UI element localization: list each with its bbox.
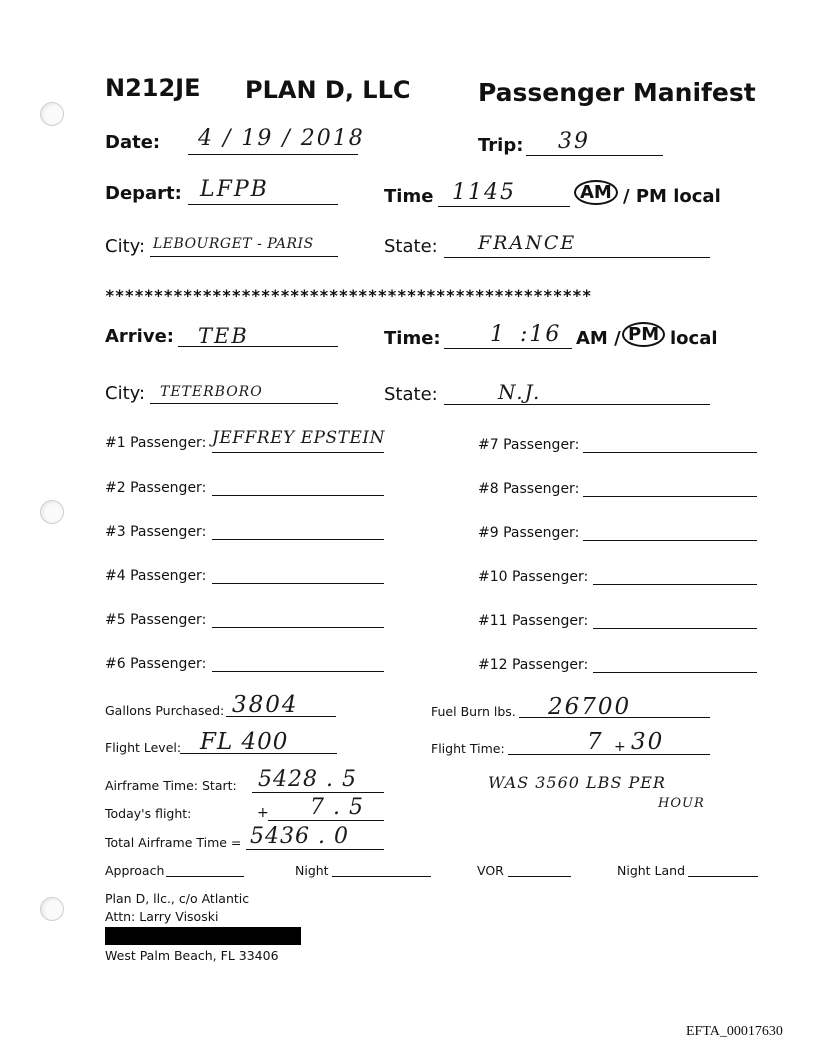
pm-selected: PM: [622, 322, 665, 347]
date-line: [188, 154, 358, 155]
fuel-note-line2: HOUR: [658, 796, 705, 811]
redaction-bar: [105, 927, 301, 945]
address-line-4: West Palm Beach, FL 33406: [105, 948, 279, 963]
passenger-12-label: #12 Passenger:: [478, 657, 589, 673]
depart-city-label: City:: [105, 236, 146, 257]
passenger-1-value: JEFFREY EPSTEIN: [212, 428, 385, 448]
arrive-pm-circled: [622, 324, 665, 345]
passenger-10-label: #10 Passenger:: [478, 569, 589, 585]
flight-time-minutes: 30: [631, 729, 665, 755]
binder-hole-bottom: [40, 897, 64, 921]
passenger-6-label: #6 Passenger:: [105, 656, 207, 672]
date-value: 4 / 19 / 2018: [198, 126, 365, 151]
airframe-start-label: Airframe Time: Start:: [105, 778, 237, 793]
address-line-1: Plan D, llc., c/o Atlantic: [105, 891, 250, 906]
todays-flight-plus: +: [257, 805, 269, 821]
page-title: Passenger Manifest: [478, 78, 756, 107]
depart-city-value: LEBOURGET - PARIS: [153, 236, 314, 252]
passenger-3-line: [212, 539, 384, 540]
flight-level-label: Flight Level:: [105, 740, 182, 755]
passenger-9-label: #9 Passenger:: [478, 525, 580, 541]
depart-state-label: State:: [384, 236, 438, 257]
arrive-line: [178, 346, 338, 347]
passenger-5-line: [212, 627, 384, 628]
depart-time-line: [438, 206, 570, 207]
approach-label: Approach: [105, 863, 165, 878]
trip-value: 39: [558, 129, 590, 154]
flight-level-value: FL 400: [200, 729, 289, 755]
airframe-start-value: 5428 . 5: [258, 767, 357, 792]
depart-city-line: [150, 256, 338, 257]
address-line-2: Attn: Larry Visoski: [105, 909, 219, 924]
arrive-time-line: [444, 348, 572, 349]
passenger-4-line: [212, 583, 384, 584]
passenger-2-label: #2 Passenger:: [105, 480, 207, 496]
depart-am-circled: [574, 182, 618, 203]
passenger-7-label: #7 Passenger:: [478, 437, 580, 453]
passenger-11-label: #11 Passenger:: [478, 613, 589, 629]
date-label: Date:: [105, 132, 161, 153]
flight-time-line: [508, 754, 710, 755]
passenger-8-label: #8 Passenger:: [478, 481, 580, 497]
passenger-3-label: #3 Passenger:: [105, 524, 207, 540]
binder-hole-top: [40, 102, 64, 126]
flight-time-label: Flight Time:: [431, 741, 505, 756]
arrive-state-value: N.J.: [498, 380, 542, 404]
arrive-city-line: [150, 403, 338, 404]
depart-pm-local: / PM local: [623, 186, 721, 207]
arrive-city-value: TETERBORO: [160, 384, 263, 400]
passenger-6-line: [212, 671, 384, 672]
todays-flight-line: [268, 820, 384, 821]
passenger-9-line: [583, 540, 757, 541]
company-name: PLAN D, LLC: [245, 76, 411, 104]
arrive-city-label: City:: [105, 383, 146, 404]
fuel-burn-line: [519, 717, 710, 718]
separator-stars: **************************************************: [105, 286, 592, 305]
todays-flight-value: 7 . 5: [310, 795, 364, 820]
depart-state-line: [444, 257, 710, 258]
vor-label: VOR: [477, 863, 504, 878]
passenger-4-label: #4 Passenger:: [105, 568, 207, 584]
night-land-label: Night Land: [617, 863, 686, 878]
flight-time-hours: 7: [587, 729, 604, 755]
todays-flight-label: Today's flight:: [105, 806, 192, 821]
passenger-10-line: [593, 584, 757, 585]
arrive-state-label: State:: [384, 384, 438, 405]
gallons-value: 3804: [232, 692, 299, 718]
depart-line: [188, 204, 338, 205]
arrive-label: Arrive:: [105, 326, 174, 347]
total-airframe-label: Total Airframe Time =: [105, 835, 242, 850]
gallons-line: [226, 716, 336, 717]
depart-time-value: 1145: [452, 180, 516, 205]
passenger-8-line: [583, 496, 757, 497]
arrive-time-hour: 1: [490, 322, 506, 347]
passenger-1-line: [212, 452, 384, 453]
tail-number: N212JE: [105, 74, 201, 102]
vor-line: [508, 876, 571, 877]
approach-line: [166, 876, 244, 877]
arrive-am-prefix: AM /: [576, 328, 621, 349]
passenger-12-line: [593, 672, 757, 673]
binder-hole-middle: [40, 500, 64, 524]
arrive-state-line: [444, 404, 710, 405]
arrive-time-label: Time:: [384, 328, 441, 349]
flight-time-plus: +: [614, 739, 626, 755]
passenger-11-line: [593, 628, 757, 629]
passenger-7-line: [583, 452, 757, 453]
fuel-burn-value: 26700: [548, 694, 632, 720]
passenger-1-label: #1 Passenger:: [105, 435, 207, 451]
arrive-local: local: [670, 328, 718, 349]
trip-label: Trip:: [478, 135, 524, 156]
gallons-label: Gallons Purchased:: [105, 703, 225, 718]
fuel-burn-label: Fuel Burn lbs.: [431, 704, 516, 719]
night-label: Night: [295, 863, 329, 878]
depart-time-label: Time: [384, 186, 434, 207]
passenger-5-label: #5 Passenger:: [105, 612, 207, 628]
am-selected: AM: [574, 180, 618, 205]
total-airframe-line: [246, 849, 384, 850]
airframe-start-line: [252, 792, 384, 793]
arrive-time-minutes: :16: [520, 322, 562, 347]
night-land-line: [688, 876, 758, 877]
night-line: [332, 876, 431, 877]
arrive-value: TEB: [198, 324, 249, 348]
trip-line: [526, 155, 663, 156]
depart-value: LFPB: [200, 177, 269, 202]
fuel-note-line1: WAS 3560 LBS PER: [488, 773, 666, 792]
flight-level-line: [180, 753, 337, 754]
depart-state-value: FRANCE: [478, 232, 577, 254]
passenger-2-line: [212, 495, 384, 496]
bates-number: EFTA_00017630: [686, 1024, 783, 1039]
total-airframe-value: 5436 . 0: [250, 824, 349, 849]
depart-label: Depart:: [105, 183, 182, 204]
